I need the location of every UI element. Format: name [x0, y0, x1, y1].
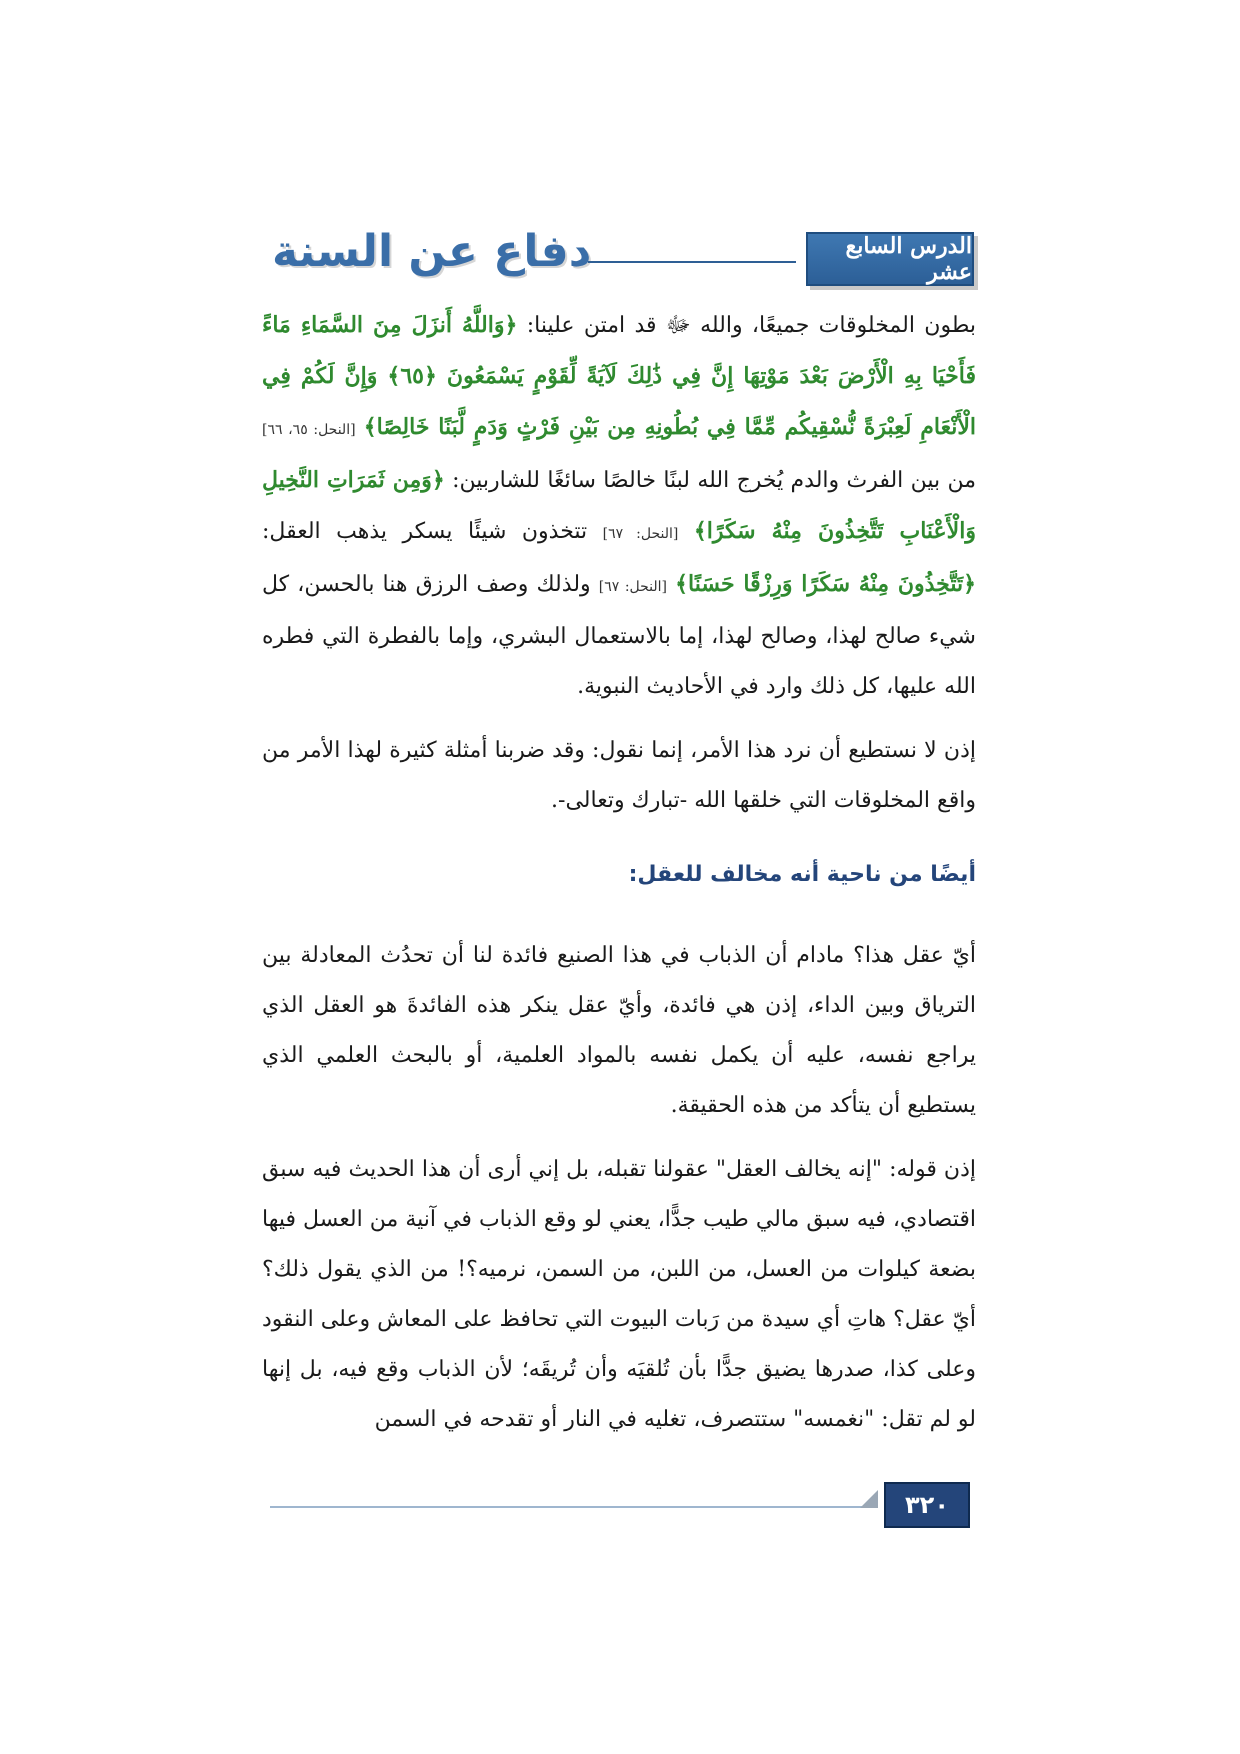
paragraph-4: إذن قوله: "إنه يخالف العقل" عقولنا تقبله، بل إني أرى أن هذا الحديث فيه سبق اقتصادي، فيه سبق مالي طيب جدًّا، يعني لو وقع الذباب في آنية من العسل فيها بضعة كيلوات من العسل، من اللبن، من السمن، نرميه؟! من الذي يقول ذلك؟ أيّ عقل؟ هاتِ أي سيدة من رَبات البيوت التي تحافظ على المعاش وعلى النقود وعلى كذا، صدرها يضيق جدًّا بأن تُلقيَه وأن تُريقَه؛ لأن الذباب وقع فيه، بل إنها لو لم تقل: "نغمسه" ستتصرف، تغليه في النار أو تقدحه في السمن: [262, 1157, 976, 1432]
lesson-label: الدرس السابع عشر: [806, 232, 974, 286]
page-header: [270, 226, 974, 290]
paragraph-1: [262, 300, 976, 712]
verse-reference: [النحل: ٦٧]: [598, 579, 668, 595]
footer-ornament: [860, 1490, 878, 1508]
verse-reference: [النحل: ٦٥، ٦٦]: [262, 422, 356, 438]
section-subheading: أيضًا من ناحية أنه مخالف للعقل:: [628, 862, 976, 887]
footer-divider: [270, 1506, 870, 1508]
quran-verse: ﴿وَاللَّهُ أَنزَلَ مِنَ السَّمَاءِ مَاءً فَأَحْيَا بِهِ الْأَرْضَ بَعْدَ مَوْتِهَا إِنَّ فِي ذَٰلِكَ لَآيَةً لِّقَوْمٍ يَسْمَعُونَ ﴿٦٥﴾ وَإِنَّ لَكُمْ فِي الْأَنْعَامِ لَعِبْرَةً نُّسْقِيكُم مِّمَّا فِي بُطُونِهِ مِن بَيْنِ فَرْثٍ وَدَمٍ لَّبَنًا خَالِصًا﴾: [262, 312, 976, 440]
body-text: من بين الفرث والدم يُخرج الله لبنًا خالصًا سائغًا للشاربين:: [452, 468, 976, 493]
page-number: ٣٢٠: [884, 1482, 970, 1528]
header-divider: [588, 261, 796, 263]
verse-reference: [النحل: ٦٧]: [602, 526, 679, 542]
quran-verse: ﴿تَتَّخِذُونَ مِنْهُ سَكَرًا وَرِزْقًا حَسَنًا﴾: [675, 571, 976, 597]
paragraph-3: أيّ عقل هذا؟ مادام أن الذباب في هذا الصنيع فائدة لنا أن تحدُث المعادلة بين الترياق وبين الداء، إذن هي فائدة، وأيّ عقل ينكر هذه الفائدةَ هو العقل الذي يراجع نفسه، عليه أن يكمل نفسه بالمواد العلمية، أو بالبحث العلمي الذي يستطيع أن يتأكد من هذه الحقيقة.: [262, 943, 976, 1118]
quran-verse: ﴿وَمِن ثَمَرَاتِ النَّخِيلِ وَالْأَعْنَابِ تَتَّخِذُونَ مِنْهُ سَكَرًا﴾: [262, 467, 976, 544]
page-content: [262, 300, 976, 1445]
body-text: بطون المخلوقات جميعًا، والله ﷻ قد امتن علينا:: [526, 313, 976, 338]
page-footer: [270, 1478, 970, 1538]
book-title: دفاع عن السنة: [272, 226, 592, 277]
paragraph-2: إذن لا نستطيع أن نرد هذا الأمر، إنما نقول: وقد ضربنا أمثلة كثيرة لهذا الأمر من واقع المخلوقات التي خلقها الله -تبارك وتعالى-.: [262, 738, 976, 813]
body-text: ولذلك وصف الرزق هنا بالحسن، كل شيء صالح لهذا، وصالح لهذا، إما بالاستعمال البشري، وإما بالفطرة التي فطره الله عليها، كل ذلك وارد في الأحاديث النبوية.: [262, 572, 976, 699]
body-text: تتخذون شيئًا يسكر يذهب العقل:: [262, 519, 588, 544]
